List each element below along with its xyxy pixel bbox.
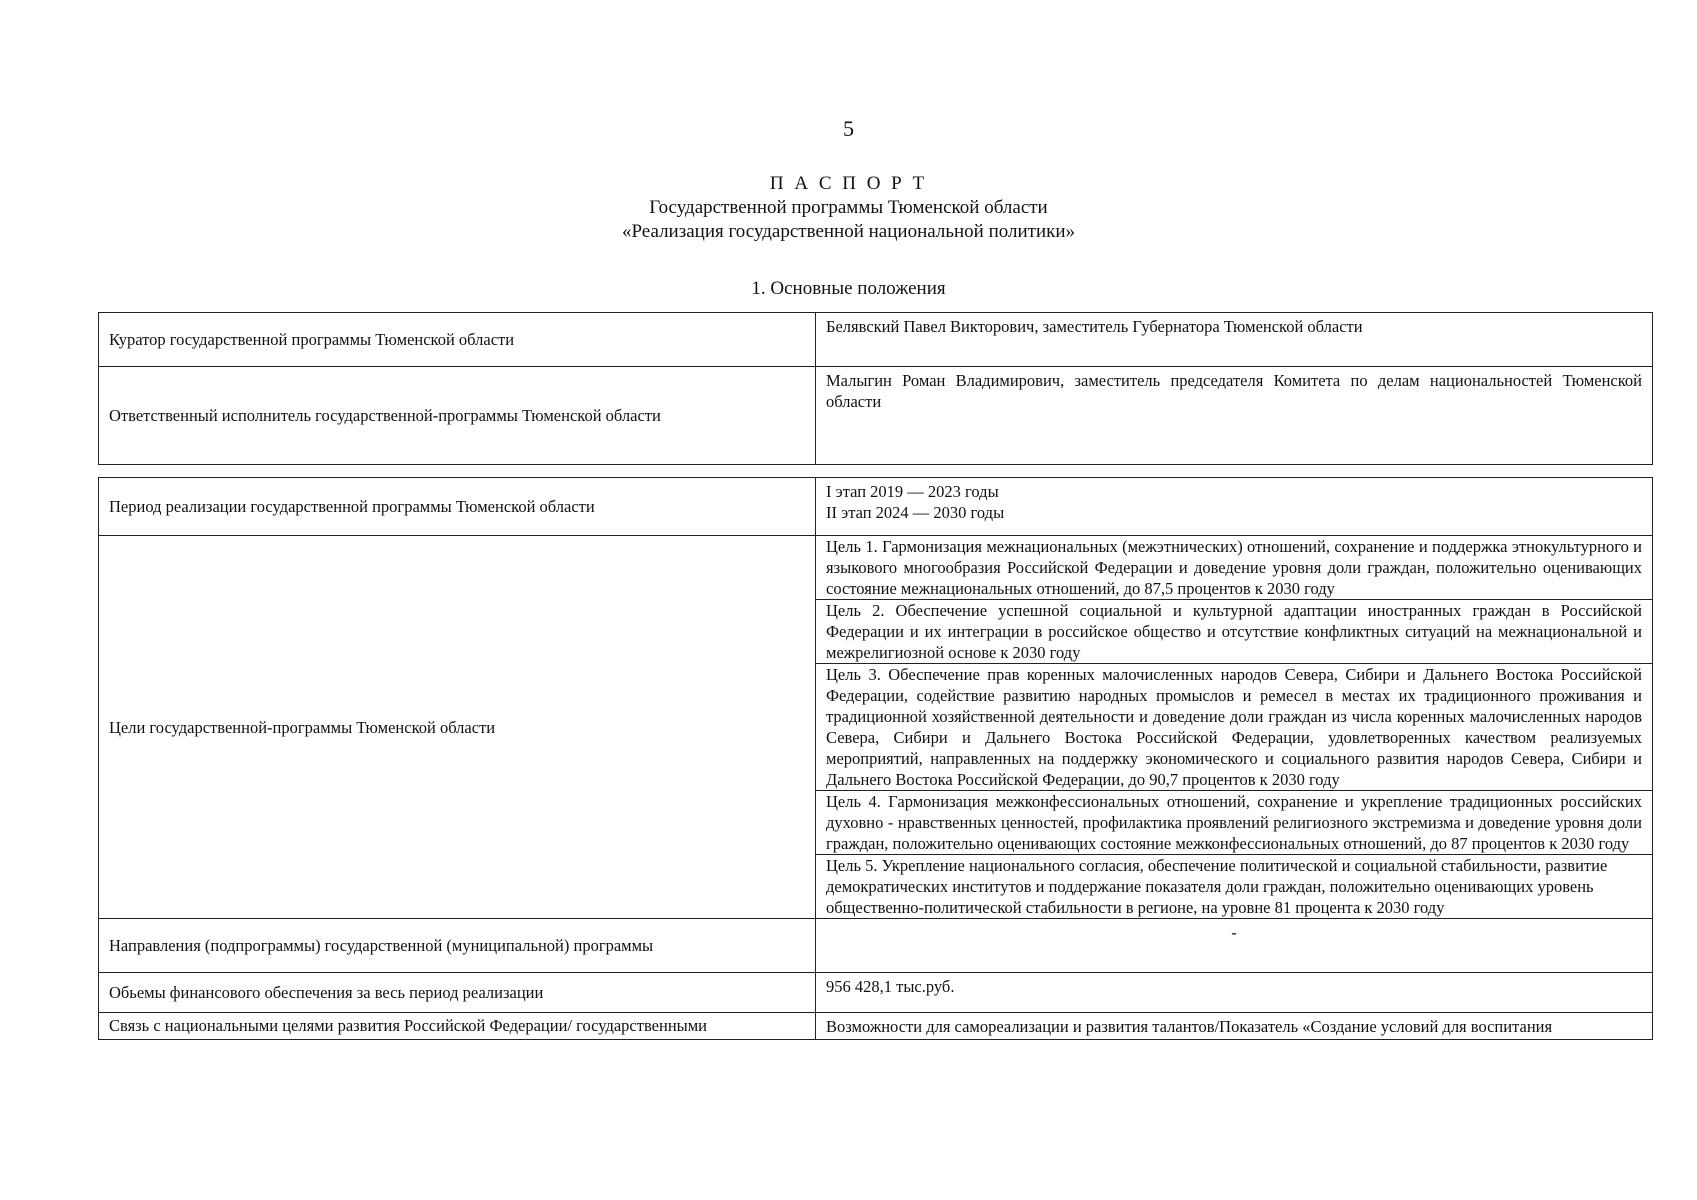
program-details-table xyxy=(98,477,1653,1040)
national-goals-link-value: Возможности для самореализации и развития талантов/Показатель «Создание условий для воспитания xyxy=(816,1013,1653,1040)
table-row-directions xyxy=(99,919,1653,973)
table-row-period xyxy=(99,478,1653,536)
goal-3: Цель 3. Обеспечение прав коренных малочисленных народов Севера, Сибири и Дальнего Востока Российской Федерации, содействие развитию народных промыслов и ремесел в местах их традиционного проживания и традиционной хозяйственной деятельности и доведение доли граждан из числа коренных малочисленных народов Севера, Сибири и Дальнего Востока Российской Федерации, удовлетворенных качеством реализуемых мероприятий, направленных на поддержку экономического и социального развития народов Севера, Сибири и Дальнего Востока Российской Федерации, до 90,7 процентов к 2030 году xyxy=(816,664,1653,791)
period-value xyxy=(816,478,1653,536)
goals-label: Цели государственной-программы Тюменской области xyxy=(99,536,816,919)
period-stage-2: II этап 2024 — 2030 годы xyxy=(826,503,1005,522)
table-row-funding xyxy=(99,973,1653,1013)
document-title: П А С П О Р Т xyxy=(769,173,928,194)
responsible-value: Малыгин Роман Владимирович, заместитель председателя Комитета по делам национальностей Тюменской области xyxy=(816,367,1653,465)
goal-2: Цель 2. Обеспечение успешной социальной и культурной адаптации иностранных граждан в Российской Федерации и их интеграции в российское общество и отсутствие конфликтных ситуаций на межнациональной и межрелигиозной основе к 2030 году xyxy=(816,600,1653,664)
goal-5: Цель 5. Укрепление национального согласия, обеспечение политической и социальной стабильности, развитие демократических институтов и поддержание показателя доли граждан, положительно оценивающих уровень общественно-политической стабильности в регионе, на уровне 81 процента к 2030 году xyxy=(816,855,1653,919)
directions-label: Направления (подпрограммы) государственной (муниципальной) программы xyxy=(99,919,816,973)
table-row-national-goals-link xyxy=(99,1013,1653,1040)
responsible-label: Ответственный исполнитель государственной-программы Тюменской области xyxy=(99,367,816,465)
document-subtitle-line1: Государственной программы Тюменской области xyxy=(649,197,1048,218)
period-stage-1: I этап 2019 — 2023 годы xyxy=(826,482,999,501)
main-provisions-table xyxy=(98,312,1653,465)
curator-value: Белявский Павел Викторович, заместитель Губернатора Тюменской области xyxy=(816,313,1653,367)
directions-value: - xyxy=(816,919,1653,973)
period-label: Период реализации государственной программы Тюменской области xyxy=(99,478,816,536)
table-row-curator xyxy=(99,313,1653,367)
funding-label: Обьемы финансового обеспечения за весь период реализации xyxy=(99,973,816,1013)
document-subtitle-line2: «Реализация государственной национальной политики» xyxy=(621,221,1076,242)
table-row-goal-1 xyxy=(99,536,1653,600)
goal-1: Цель 1. Гармонизация межнациональных (межэтнических) отношений, сохранение и поддержка этнокультурного и языкового многообразия Российской Федерации и доведение уровня доли граждан, положительно оценивающих состояние межнациональных отношений, до 87,5 процентов к 2030 году xyxy=(816,536,1653,600)
page-number: 5 xyxy=(843,116,854,141)
curator-label: Куратор государственной программы Тюменской области xyxy=(99,313,816,367)
goal-4: Цель 4. Гармонизация межконфессиональных отношений, сохранение и укрепление традиционных российских духовно - нравственных ценностей, профилактика проявлений религиозного экстремизма и доведение уровня доли граждан, положительно оценивающих состояние межконфессиональных отношений, до 87 процентов к 2030 году xyxy=(816,791,1653,855)
table-row-responsible xyxy=(99,367,1653,465)
section-heading: 1. Основные положения xyxy=(751,278,946,299)
document-title-block xyxy=(0,172,1697,244)
funding-value: 956 428,1 тыс.руб. xyxy=(816,973,1653,1013)
national-goals-link-label: Связь с национальными целями развития Российской Федерации/ государственными xyxy=(99,1013,816,1040)
